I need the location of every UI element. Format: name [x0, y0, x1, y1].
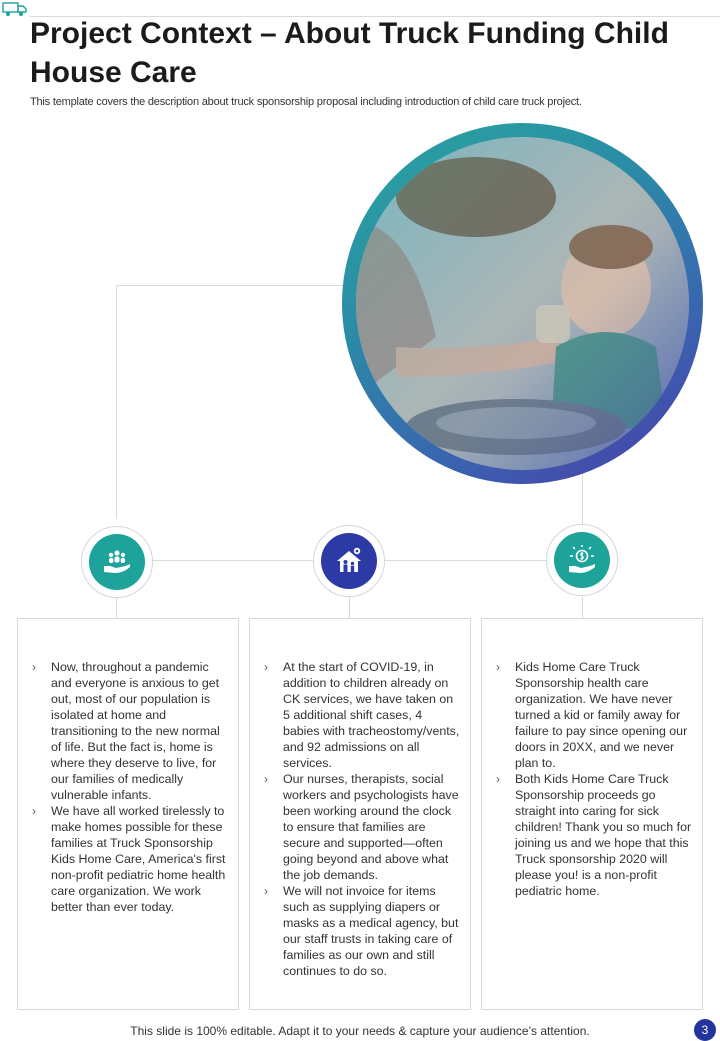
connector-top-horizontal: [116, 285, 346, 286]
connector-col3-down: [582, 597, 583, 618]
bullet-list: [496, 659, 692, 899]
connector-col2-down: [349, 597, 350, 618]
bullet-item: › Now, throughout a pandemic and everyone is anxious to get out, most of our population is isolated at home and transitioning to the new normal of life. But the fact is, home is where they deserve to live, for our families of medically vulnerable infants.: [32, 659, 228, 803]
hand-people-icon: [101, 546, 133, 578]
col3-icon-badge: [546, 524, 618, 596]
bullet-list: [32, 659, 228, 915]
hand-money-icon: [566, 544, 598, 576]
bullet-item: › At the start of COVID-19, in addition to children already on CK services, we have taken on 5 additional shift cases, 4 babies with tracheostomy/vents, and 92 admissions on all services.: [264, 659, 460, 771]
page-subtitle: This template covers the description about truck sponsorship proposal including introduction of child care truck project.: [30, 96, 582, 108]
connector-left-vertical: [116, 285, 117, 519]
truck-icon: [2, 0, 28, 18]
info-card-2: [249, 618, 471, 1010]
bullet-item: › Both Kids Home Care Truck Sponsorship proceeds go straight into caring for sick children! Thank you so much for joining us and we hope that this Truck sponsorship 2020 will please you! is a non-profit pediatric home.: [496, 771, 692, 899]
info-card-1: [17, 618, 239, 1010]
bullet-list: [264, 659, 460, 979]
connector-right-vertical: [582, 470, 583, 524]
mother-feeding-baby-photo: [356, 137, 689, 470]
bullet-item: › We have all worked tirelessly to make homes possible for these families at Truck Sponsorship Kids Home Care, America's first non-profit pediatric home health care organization. We work better than ever today.: [32, 803, 228, 915]
info-card-3: [481, 618, 703, 1010]
bullet-item: › Kids Home Care Truck Sponsorship health care organization. We have never turned a kid or family away for failure to pay since opening our doors in 20XX, and we never plan to.: [496, 659, 692, 771]
house-family-icon: [333, 545, 365, 577]
col2-icon-badge: [313, 525, 385, 597]
col1-icon-badge: [81, 526, 153, 598]
connector-col1-down: [116, 597, 117, 618]
bullet-item: › We will not invoice for items such as supplying diapers or masks as a medical agency, but our staff trusts in taking care of families as our own and still continues to do so.: [264, 883, 460, 979]
page-title: Project Context – About Truck Funding Child House Care: [30, 17, 669, 89]
bullet-item: › Our nurses, therapists, social workers and psychologists have been working around the clock to ensure that families are secure and supported—often going beyond and above what the job demands.: [264, 771, 460, 883]
page-number-badge: 3: [694, 1019, 716, 1041]
photo-frame: [342, 123, 703, 484]
footer-note: This slide is 100% editable. Adapt it to your needs & capture your audience’s attention.: [130, 1024, 590, 1038]
